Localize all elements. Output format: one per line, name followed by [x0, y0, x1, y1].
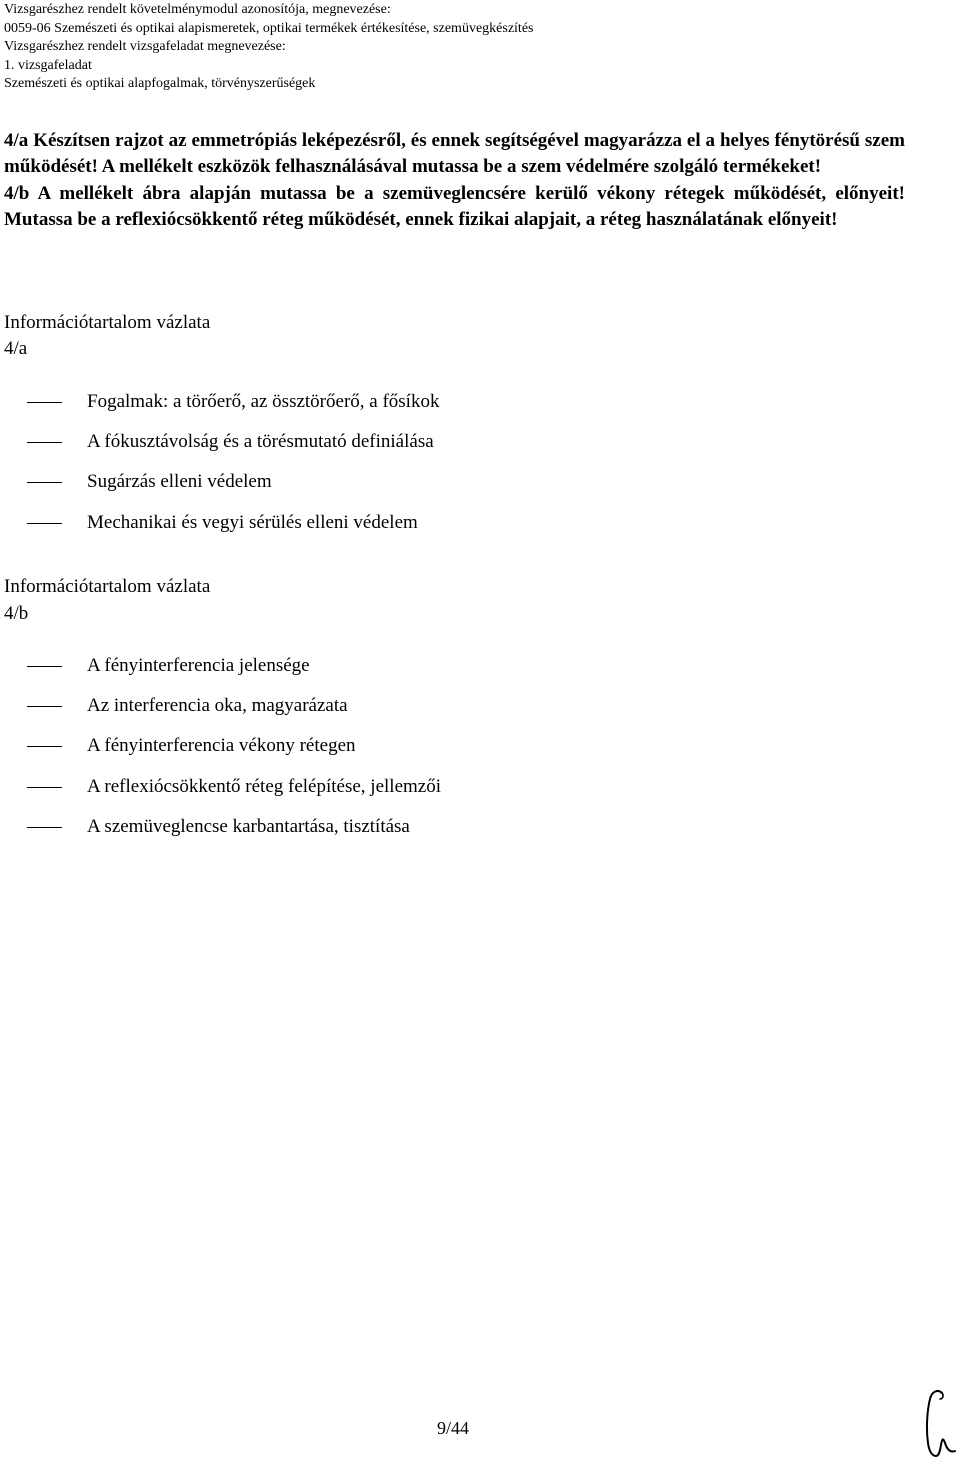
list-item — [0, 469, 960, 509]
list-item-text: A reflexiócsökkentő réteg felépítése, jellemzői — [87, 775, 441, 797]
list-item-text: A fókusztávolság és a törésmutató definiálása — [87, 431, 434, 453]
header-line-module-name: 0059-06 Szemészeti és optikai alapismeretek, optikai termékek értékesítése, szemüvegkészítés — [4, 20, 534, 36]
list-item — [0, 653, 960, 693]
section-title-4a: Információtartalom vázlata — [4, 312, 211, 333]
list-item — [0, 510, 960, 550]
dash-bullet-icon — [27, 442, 62, 443]
dash-bullet-icon — [27, 746, 62, 747]
header-line-task-name: Szemészeti és optikai alapfogalmak, törvényszerűségek — [4, 76, 316, 92]
section-label-4a: 4/a — [4, 338, 28, 359]
list-item — [0, 733, 960, 773]
list-item-text: Sugárzás elleni védelem — [87, 471, 272, 493]
list-item-text: A fényinterferencia jelensége — [87, 655, 310, 676]
dash-bullet-icon — [27, 827, 62, 828]
list-item-text: A fényinterferencia vékony rétegen — [87, 735, 356, 757]
handwritten-signature-icon — [918, 1385, 958, 1461]
task-description — [4, 128, 905, 234]
section-label-4b: 4/b — [4, 603, 29, 624]
dash-bullet-icon — [27, 482, 62, 483]
task-paragraph-4b: 4/b A mellékelt ábra alapján mutassa be a szemüveglencsére kerülő vékony rétegek működését, előnyeit! Mutassa be a reflexiócsökkentő réteg működését, ennek fizikai alapjait, a réteg használatának előnyeit! — [4, 182, 905, 231]
list-item — [0, 814, 960, 854]
list-item — [0, 389, 960, 429]
outline-list-4b — [0, 653, 960, 854]
dash-bullet-icon — [27, 787, 62, 788]
outline-list-4a — [0, 389, 960, 550]
list-item-text: Az interferencia oka, magyarázata — [87, 695, 348, 717]
list-item — [0, 774, 960, 814]
list-item-text: Mechanikai és vegyi sérülés elleni védelem — [87, 511, 418, 533]
header-line-task-label: Vizsgarészhez rendelt vizsgafeladat megnevezése: — [4, 39, 286, 55]
section-title-4b: Információtartalom vázlata — [4, 576, 211, 597]
document-header — [4, 1, 954, 94]
header-line-task-number: 1. vizsgafeladat — [4, 57, 92, 73]
list-item — [0, 429, 960, 469]
dash-bullet-icon — [27, 706, 62, 707]
task-paragraph-4a: 4/a Készítsen rajzot az emmetrópiás leképezésről, és ennek segítségével magyarázza el a helyes fénytörésű szem működését! A mellékelt eszközök felhasználásával mutassa be a szem védelmére szolgáló termékeket! — [4, 130, 905, 178]
list-item-text: Fogalmak: a törőerő, az össztörőerő, a fősíkok — [87, 391, 440, 412]
header-line-module-label: Vizsgarészhez rendelt követelménymodul azonosítója, megnevezése: — [4, 2, 391, 17]
dash-bullet-icon — [27, 523, 62, 524]
dash-bullet-icon — [27, 402, 62, 403]
page-number: 9/44 — [436, 1418, 469, 1438]
dash-bullet-icon — [27, 666, 62, 667]
list-item-text: A szemüveglencse karbantartása, tisztítása — [87, 815, 410, 837]
list-item — [0, 693, 960, 733]
